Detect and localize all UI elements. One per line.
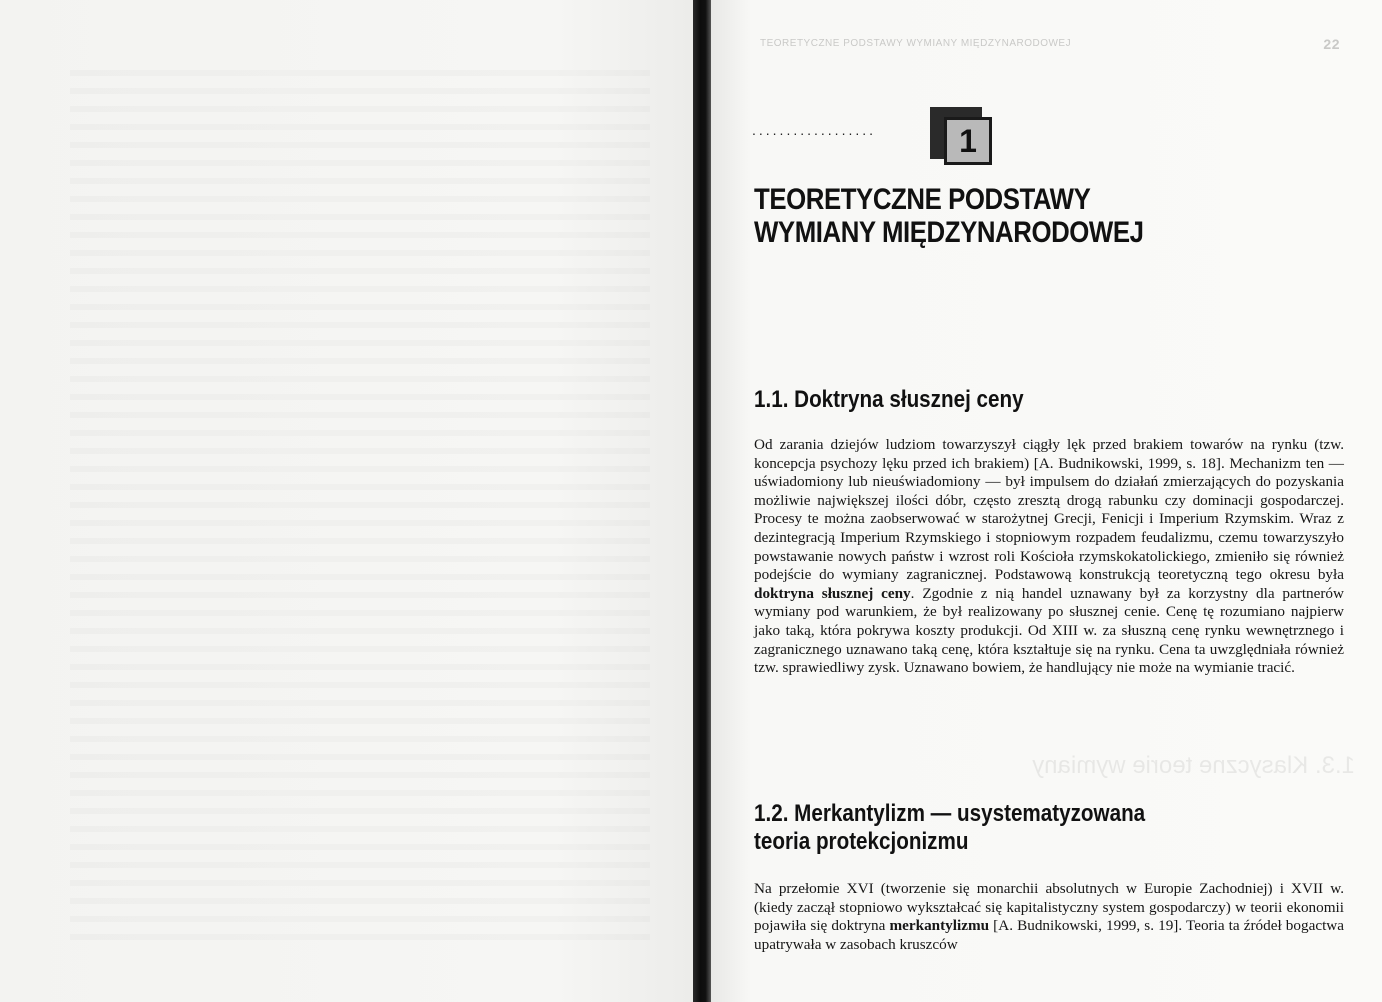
section-2-text-b: [A. Budnikowski, 1999, s. 19]. Teoria ta źródeł bogactwa upatrywała w zasobach kruszców: [754, 917, 1345, 953]
section-2-heading: [754, 800, 1287, 856]
chapter-title-line-2: WYMIANY MIĘDZYNARODOWEJ: [754, 216, 1144, 249]
section-1-text-b: . Zgodnie z nią handel uznawany był za korzystny dla partnerów wymiany pod warunkiem, że był realizowany po słusznej cenie. Cenę tę rozumiano najpierw jako taką, która pokrywa koszty produkcji. Od XIII w. za słuszną cenę rynku wewnętrznego i zagranicznego uznawano taką cenę, która kształtuje się na rynku. Cena ta uwzględniała również tzw. sprawiedliwy zysk. Uznawano bowiem, że handlujący nie może na wymianie tracić.: [754, 584, 1344, 677]
section-2-bold-term: merkantylizmu: [889, 917, 990, 935]
section-2-text-a: Na przełomie XVI (tworzenie się monarchii absolutnych w Europie Zachodniej) i XVII w. (kiedy zaczął stopniowo wykształcać się kapitalistyczny system gospodarczy) w teorii ekonomii pojawiła się doktryna: [754, 880, 1344, 935]
section-2-paragraph: [754, 880, 1344, 954]
page-number: 22: [1323, 36, 1340, 52]
chapter-title-line-1: TEORETYCZNE PODSTAWY: [754, 183, 1091, 216]
chapter-title: [754, 183, 1236, 249]
section-2-heading-line-2: teoria protekcjonizmu: [754, 828, 969, 855]
chapter-dot-leader: ..................: [752, 122, 877, 138]
section-1-bold-term: doktryna słusznej ceny: [754, 584, 911, 602]
running-head: [760, 38, 1350, 52]
running-head-title: TEORETYCZNE PODSTAWY WYMIANY MIĘDZYNARODOWEJ: [760, 38, 1072, 49]
book-gutter: [693, 0, 711, 1002]
chapter-number-box: [930, 107, 1000, 169]
section-1-heading: 1.1. Doktryna słusznej ceny: [754, 386, 1024, 413]
bleedthrough-heading: 1.3. Klasyczne teorie wymiany: [1032, 752, 1355, 779]
section-1-text-a: Od zarania dziejów ludziom towarzyszył ciągły lęk przed brakiem towarów na rynku (tzw. koncepcja psychozy lęku przed ich brakiem) [A. Budnikowski, 1999, s. 18]. Mechanizm ten — uświadomiony lub nieuświadomiony — był impulsem do działań zmierzających do pozyskania możliwie największej ilości dóbr, często zresztą drogą rabunku czy dominacji gospodarczej. Procesy te można zaobserwować w starożytnej Grecji, Fenicji i Imperium Rzymskim. Wraz z dezintegracją Imperium Rzymskiego i stopniowym rozpadem feudalizmu, czemu towarzyszyło powstawanie nowych państw i wzrost roli Kościoła rzymskokatolickiego, zmieniło się również podejście do wymiany zagranicznej. Podstawową konstrukcją teoretyczną tego okresu była: [754, 436, 1344, 584]
faded-text-area: [70, 70, 650, 950]
section-2-heading-line-1: 1.2. Merkantylizm — usystematyzowana: [754, 800, 1146, 827]
chapter-number: 1: [944, 117, 992, 165]
section-1-paragraph: [754, 436, 1344, 678]
